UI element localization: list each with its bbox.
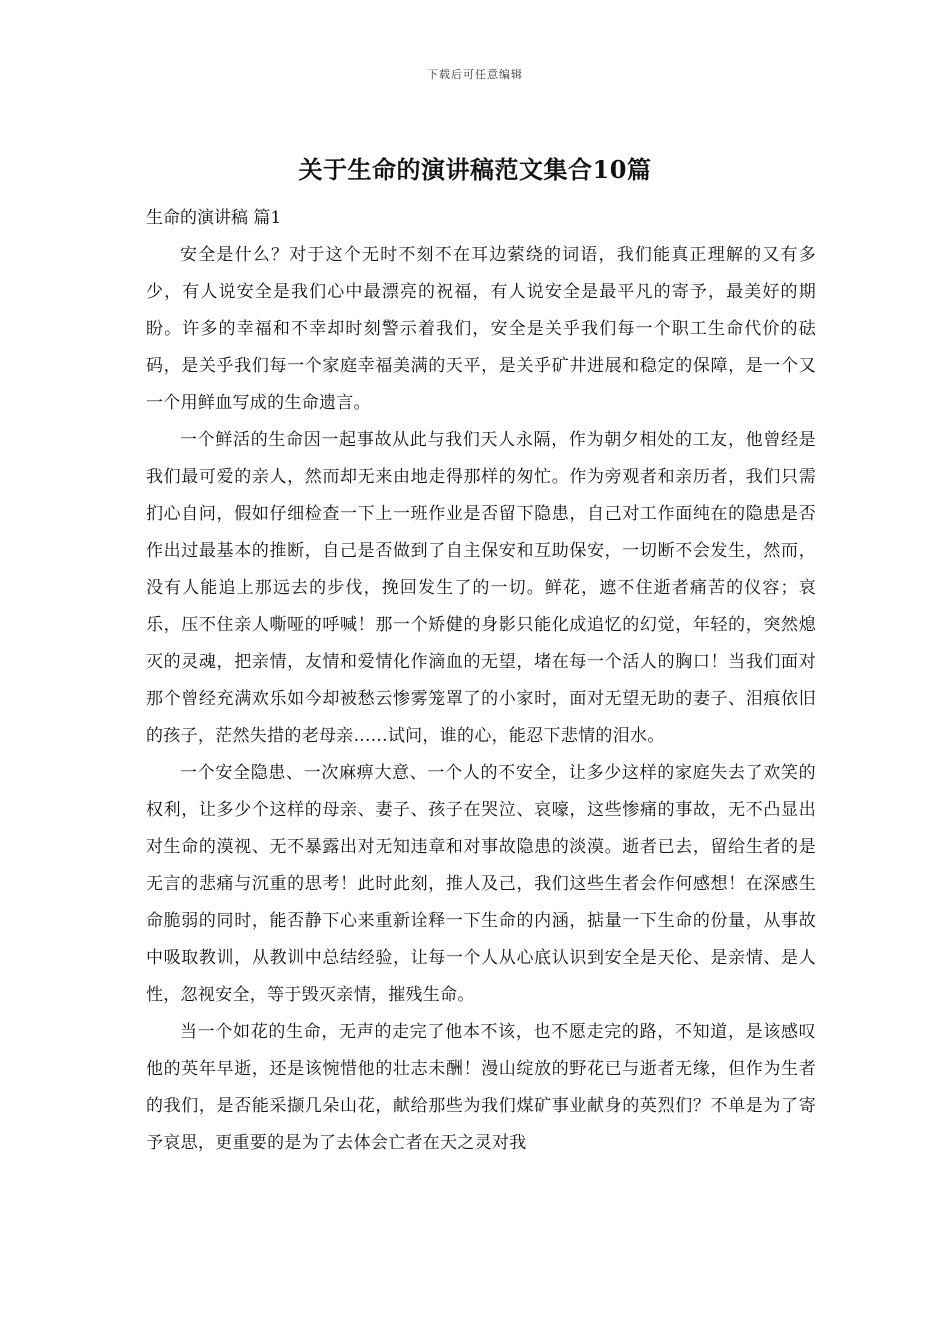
document-title: 关于生命的演讲稿范文集合10篇: [298, 155, 652, 184]
paragraph-2: 一个鲜活的生命因一起事故从此与我们天人永隔，作为朝夕相处的工友，他曾经是我们最可爱的亲人，然而却无来由地走得那样的匆忙。作为旁观者和亲历者，我们只需扪心自问，假如仔细检查一下上一班作业是否留下隐患，自己对工作面纯在的隐患是否作出过最基本的推断，自己是否做到了自主保安和互助保安，一切断不会发生，然而，没有人能追上那远去的步伐，挽回发生了的一切。鲜花，遮不住逝者痛苦的仪容；哀乐，压不住亲人嘶哑的呼喊！那一个矫健的身影只能化成追忆的幻觉，年轻的，突然熄灭的灵魂，把亲情，友情和爱情化作滴血的无望，堵在每一个活人的胸口！当我们面对那个曾经充满欢乐如今却被愁云惨雾笼罩了的小家时，面对无望无助的妻子、泪痕依旧的孩子，茫然失措的老母亲......试问，谁的心，能忍下悲情的泪水。: [146, 430, 816, 746]
paragraph-1: 安全是什么？对于这个无时不刻不在耳边萦绕的词语，我们能真正理解的又有多少，有人说安全是我们心中最漂亮的祝福，有人说安全是最平凡的寄予，最美好的期盼。许多的幸福和不幸却时刻警示着我们，安全是关乎我们每一个职工生命代价的砝码，是关乎我们每一个家庭幸福美满的天平，是关乎矿井进展和稳定的保障，是一个又一个用鲜血写成的生命遗言。: [146, 245, 816, 413]
paragraph-4: 当一个如花的生命，无声的走完了他本不该，也不愿走完的路，不知道，是该感叹他的英年早逝，还是该惋惜他的壮志未酬！漫山绽放的野花已与逝者无缘，但作为生者的我们，是否能采撷几朵山花，献给那些为我们煤矿事业献身的英烈们？不单是为了寄予哀思，更重要的是为了去体会亡者在天之灵对我: [146, 1022, 816, 1153]
header-note: 下载后可任意编辑: [427, 68, 523, 81]
paragraph-3: 一个安全隐患、一次麻痹大意、一个人的不安全，让多少这样的家庭失去了欢笑的权利，让多少个这样的母亲、妻子、孩子在哭泣、哀嚎，这些惨痛的事故，无不凸显出对生命的漠视、无不暴露出对无知违章和对事故隐患的淡漠。逝者已去，留给生者的是无言的悲痛与沉重的思考！此时此刻，推人及己，我们这些生者会作何感想！在深感生命脆弱的同时，能否静下心来重新诠释一下生命的内涵，掂量一下生命的份量，从事故中吸取教训，从教训中总结经验，让每一个人从心底认识到安全是天伦、是亲情、是人性，忽视安全，等于毁灭亲情，摧残生命。: [146, 763, 816, 1005]
document-body: [146, 200, 816, 1162]
section-heading: 生命的演讲稿 篇1: [146, 208, 282, 228]
